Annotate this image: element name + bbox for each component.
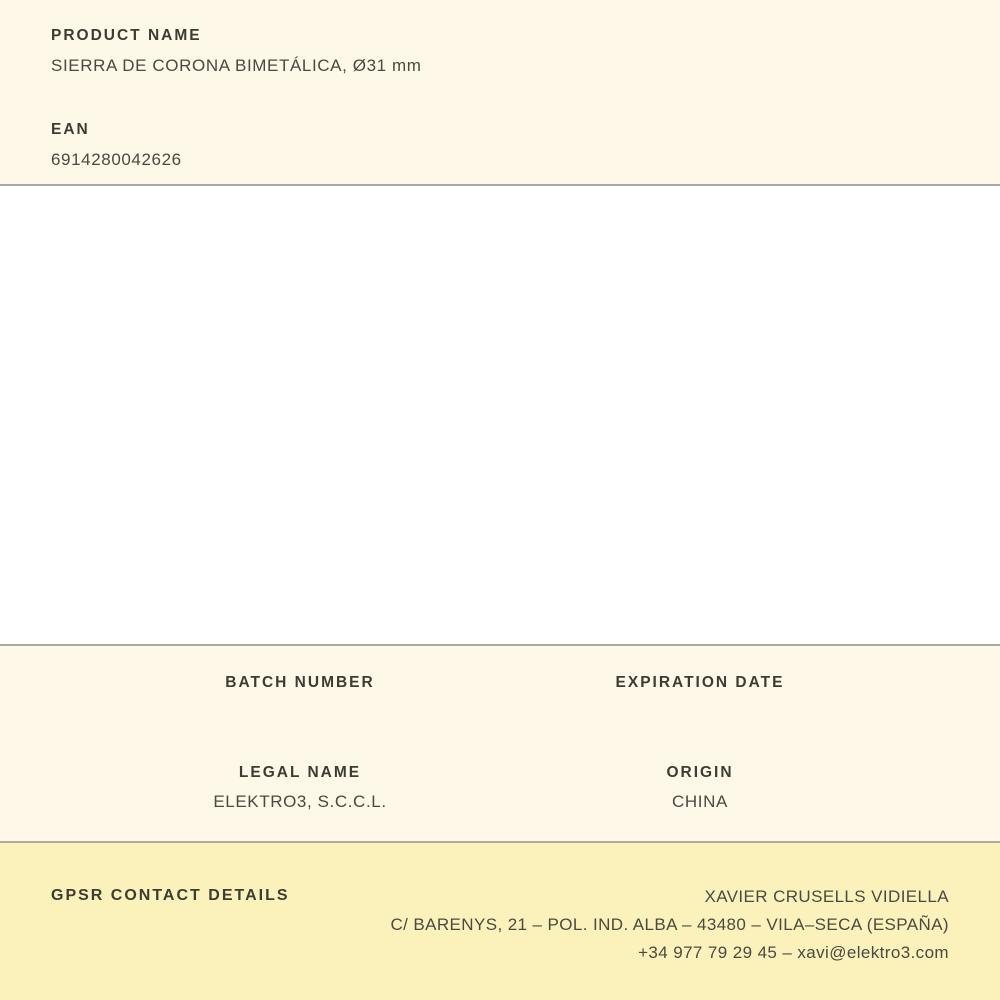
contact-person-line: XAVIER CRUSELLS VIDIELLA [704,887,949,906]
gpsr-contact-lines [390,883,949,967]
expiration-date-field [500,673,900,763]
ean-label: EAN [51,121,90,138]
product-name-value: SIERRA DE CORONA BIMETÁLICA, Ø31 mm [51,56,422,75]
expiration-date-label: EXPIRATION DATE [615,674,785,691]
contact-phone-email-line: +34 977 79 29 45 – xavi@elektro3.com [638,943,949,962]
origin-label: ORIGIN [666,764,734,781]
gpsr-contact-heading: GPSR CONTACT DETAILS [51,887,290,904]
contact-address-line: C/ BARENYS, 21 – POL. IND. ALBA – 43480 – VILA–SECA (ESPAÑA) [390,915,949,934]
product-header-section [0,0,1000,184]
gpsr-contact-section [0,843,1000,1000]
product-name-label: PRODUCT NAME [51,27,202,44]
ean-field [51,121,949,170]
product-image-area [0,186,1000,644]
origin-field [500,763,900,853]
product-name-field [51,27,949,76]
legal-name-label: LEGAL NAME [238,764,362,781]
origin-value: CHINA [672,792,728,811]
legal-name-field [100,763,500,853]
legal-name-value: ELEKTRO3, S.C.C.L. [213,792,387,811]
batch-number-label: BATCH NUMBER [225,674,375,691]
batch-number-field [100,673,500,763]
details-section [0,646,1000,841]
ean-value: 6914280042626 [51,150,182,169]
